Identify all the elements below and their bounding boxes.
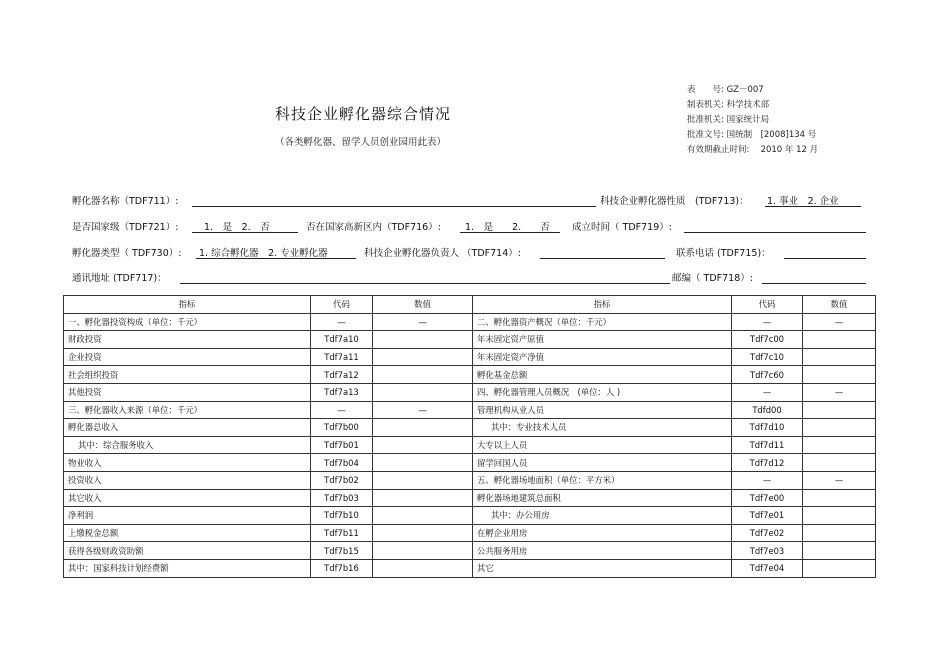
row-code-left: Tdf7b15 bbox=[311, 542, 373, 560]
row-indicator-right: 年末固定资产原值 bbox=[473, 331, 732, 349]
table-row bbox=[64, 331, 876, 349]
row-code-right: Tdf7e00 bbox=[732, 489, 803, 507]
row-code-right: — bbox=[732, 471, 803, 489]
table-header-row bbox=[64, 296, 876, 314]
row-indicator-left: 投资收入 bbox=[64, 471, 311, 489]
row-code-left: Tdf7b16 bbox=[311, 559, 373, 577]
table-row bbox=[64, 454, 876, 472]
manager-label: 科技企业孵化器负责人 （TDF714）: bbox=[364, 248, 521, 259]
row-value-right: — bbox=[803, 471, 876, 489]
row-indicator-right: 孵化器场地建筑总面积 bbox=[473, 489, 732, 507]
row-value-left[interactable] bbox=[373, 524, 473, 542]
row-code-right: Tdf7c60 bbox=[732, 366, 803, 384]
row-code-left: — bbox=[311, 401, 373, 419]
row-value-right[interactable] bbox=[803, 489, 876, 507]
row-indicator-right: 二、孵化器资产概况（单位：千元） bbox=[473, 313, 732, 331]
table-row bbox=[64, 419, 876, 437]
row-indicator-left: 孵化器总收入 bbox=[64, 419, 311, 437]
row-value-left[interactable] bbox=[373, 489, 473, 507]
row-code-right: — bbox=[732, 313, 803, 331]
national-level-options[interactable]: 1. 是 2. 否 bbox=[204, 222, 270, 233]
row-value-right[interactable] bbox=[803, 366, 876, 384]
row-code-left: Tdf7a10 bbox=[311, 331, 373, 349]
meta-approval-number: 批准文号: 国统制 [2008]134 号 bbox=[687, 130, 817, 140]
header-code-right: 代码 bbox=[732, 296, 803, 314]
row-indicator-left: 财政投资 bbox=[64, 331, 311, 349]
row-indicator-left: 企业投资 bbox=[64, 348, 311, 366]
row-value-right[interactable] bbox=[803, 507, 876, 525]
table-row bbox=[64, 401, 876, 419]
indicator-table bbox=[63, 295, 876, 578]
table-row bbox=[64, 366, 876, 384]
row-code-left: Tdf7b11 bbox=[311, 524, 373, 542]
row-indicator-left: 三、孵化器收入来源（单位：千元） bbox=[64, 401, 311, 419]
row-value-left[interactable] bbox=[373, 348, 473, 366]
meta-issuing-agency: 制表机关: 科学技术部 bbox=[687, 100, 770, 110]
row-code-left: Tdf7b01 bbox=[311, 436, 373, 454]
table-row bbox=[64, 524, 876, 542]
row-code-right: Tdf7e02 bbox=[732, 524, 803, 542]
row-code-left: Tdf7a11 bbox=[311, 348, 373, 366]
row-indicator-right: 管理机构从业人员 bbox=[473, 401, 732, 419]
row-value-left[interactable] bbox=[373, 559, 473, 577]
meta-form-number: 表 号: GZ－007 bbox=[687, 85, 764, 95]
row-indicator-left: 获得各级财政资助额 bbox=[64, 542, 311, 560]
row-code-right: Tdf7d11 bbox=[732, 436, 803, 454]
row-indicator-right: 五、孵化器场地面积（单位：平方米） bbox=[473, 471, 732, 489]
phone-field[interactable] bbox=[784, 258, 866, 259]
table-row bbox=[64, 542, 876, 560]
incubator-nature-underline bbox=[765, 206, 861, 207]
row-code-right: Tdf7e03 bbox=[732, 542, 803, 560]
meta-expiry: 有效期截止时间: 2010 年 12 月 bbox=[687, 145, 819, 155]
table-row bbox=[64, 348, 876, 366]
row-value-left[interactable] bbox=[373, 366, 473, 384]
row-value-right[interactable] bbox=[803, 524, 876, 542]
national-level-underline bbox=[192, 232, 298, 233]
row-code-left: — bbox=[311, 313, 373, 331]
row-indicator-left: 物业收入 bbox=[64, 454, 311, 472]
incubator-type-options[interactable]: 1. 综合孵化器 2. 专业孵化器 bbox=[199, 248, 328, 259]
zip-label: 邮编（ TDF718）: bbox=[672, 273, 753, 284]
row-code-left: Tdf7b04 bbox=[311, 454, 373, 472]
founded-date-field[interactable] bbox=[684, 232, 866, 233]
row-value-right[interactable] bbox=[803, 542, 876, 560]
row-indicator-right: 孵化基金总额 bbox=[473, 366, 732, 384]
row-value-left[interactable] bbox=[373, 419, 473, 437]
header-indicator-left: 指标 bbox=[64, 296, 311, 314]
row-value-left: — bbox=[373, 401, 473, 419]
row-indicator-left: 社会组织投资 bbox=[64, 366, 311, 384]
incubator-name-label: 孵化器名称（TDF711）: bbox=[72, 196, 179, 207]
row-code-right: Tdf7d10 bbox=[732, 419, 803, 437]
row-indicator-right: 大专以上人员 bbox=[473, 436, 732, 454]
header-indicator-right: 指标 bbox=[473, 296, 732, 314]
hitech-zone-label: 否在国家高新区内（TDF716）: bbox=[306, 222, 441, 233]
national-level-label: 是否国家级（TDF721）: bbox=[72, 222, 179, 233]
table-row bbox=[64, 489, 876, 507]
row-value-left[interactable] bbox=[373, 454, 473, 472]
table-row bbox=[64, 313, 876, 331]
table-row bbox=[64, 559, 876, 577]
row-indicator-left: 其中：综合服务收入 bbox=[64, 436, 311, 454]
hitech-zone-options[interactable]: 1. 是 2. 否 bbox=[465, 222, 550, 233]
row-indicator-right: 公共服务用房 bbox=[473, 542, 732, 560]
zip-field[interactable] bbox=[762, 283, 866, 284]
row-code-left: Tdf7a13 bbox=[311, 383, 373, 401]
row-indicator-right: 四、孵化器管理人员概况 (单位：人 ) bbox=[473, 383, 732, 401]
incubator-nature-label: 科技企业孵化器性质 (TDF713)： bbox=[600, 196, 749, 207]
row-value-left: — bbox=[373, 313, 473, 331]
table-row bbox=[64, 507, 876, 525]
row-value-right[interactable] bbox=[803, 454, 876, 472]
row-indicator-left: 其中：国家科技计划经费额 bbox=[64, 559, 311, 577]
row-code-right: Tdf7c10 bbox=[732, 348, 803, 366]
table-row bbox=[64, 383, 876, 401]
table-row bbox=[64, 471, 876, 489]
row-value-right[interactable] bbox=[803, 419, 876, 437]
row-value-right[interactable] bbox=[803, 401, 876, 419]
page-title: 科技企业孵化器综合情况 bbox=[275, 105, 452, 123]
row-value-left[interactable] bbox=[373, 383, 473, 401]
row-value-left[interactable] bbox=[373, 436, 473, 454]
row-value-left[interactable] bbox=[373, 471, 473, 489]
row-indicator-left: 净利润 bbox=[64, 507, 311, 525]
row-indicator-left: 上缴税金总额 bbox=[64, 524, 311, 542]
row-code-right: Tdf7e01 bbox=[732, 507, 803, 525]
manager-field[interactable] bbox=[540, 258, 665, 259]
incubator-nature-options[interactable]: 1. 事业 2. 企业 bbox=[767, 196, 839, 207]
row-value-right: — bbox=[803, 313, 876, 331]
row-code-left: Tdf7a12 bbox=[311, 366, 373, 384]
header-code-left: 代码 bbox=[311, 296, 373, 314]
address-field[interactable] bbox=[180, 283, 670, 284]
row-indicator-right: 留学回国人员 bbox=[473, 454, 732, 472]
address-label: 通讯地址 (TDF717)： bbox=[72, 273, 167, 284]
row-code-left: Tdf7b03 bbox=[311, 489, 373, 507]
row-code-right: Tdf7e04 bbox=[732, 559, 803, 577]
row-value-left[interactable] bbox=[373, 542, 473, 560]
incubator-type-underline bbox=[196, 258, 356, 259]
row-value-right[interactable] bbox=[803, 348, 876, 366]
incubator-name-field[interactable] bbox=[192, 206, 596, 207]
incubator-type-label: 孵化器类型（ TDF730）: bbox=[72, 248, 182, 259]
row-code-left: Tdf7b00 bbox=[311, 419, 373, 437]
header-value-right: 数值 bbox=[803, 296, 876, 314]
row-code-right: Tdf7c00 bbox=[732, 331, 803, 349]
founded-date-label: 成立时间（ TDF719）: bbox=[572, 222, 672, 233]
row-indicator-right: 年末固定资产净值 bbox=[473, 348, 732, 366]
page-subtitle: （各类孵化器、留学人员创业园用此表） bbox=[275, 137, 447, 148]
row-indicator-right: 其中：专业技术人员 bbox=[473, 419, 732, 437]
header-value-left: 数值 bbox=[373, 296, 473, 314]
row-value-left[interactable] bbox=[373, 331, 473, 349]
meta-approving-agency: 批准机关: 国家统计局 bbox=[687, 115, 770, 125]
row-code-right: Tdf7d12 bbox=[732, 454, 803, 472]
row-value-right: — bbox=[803, 383, 876, 401]
row-indicator-left: 其他投资 bbox=[64, 383, 311, 401]
row-code-right: Tdfd00 bbox=[732, 401, 803, 419]
row-code-left: Tdf7b02 bbox=[311, 471, 373, 489]
row-indicator-left: 其它收入 bbox=[64, 489, 311, 507]
row-value-right[interactable] bbox=[803, 559, 876, 577]
row-value-left[interactable] bbox=[373, 507, 473, 525]
row-value-right[interactable] bbox=[803, 436, 876, 454]
row-value-right[interactable] bbox=[803, 331, 876, 349]
row-indicator-right: 其中：办公用房 bbox=[473, 507, 732, 525]
table-row bbox=[64, 436, 876, 454]
phone-label: 联系电话 (TDF715)： bbox=[676, 248, 771, 259]
row-indicator-right: 在孵企业用房 bbox=[473, 524, 732, 542]
hitech-zone-underline bbox=[460, 232, 560, 233]
row-code-left: Tdf7b10 bbox=[311, 507, 373, 525]
row-indicator-left: 一、孵化器投资构成（单位：千元） bbox=[64, 313, 311, 331]
row-code-right: — bbox=[732, 383, 803, 401]
row-indicator-right: 其它 bbox=[473, 559, 732, 577]
